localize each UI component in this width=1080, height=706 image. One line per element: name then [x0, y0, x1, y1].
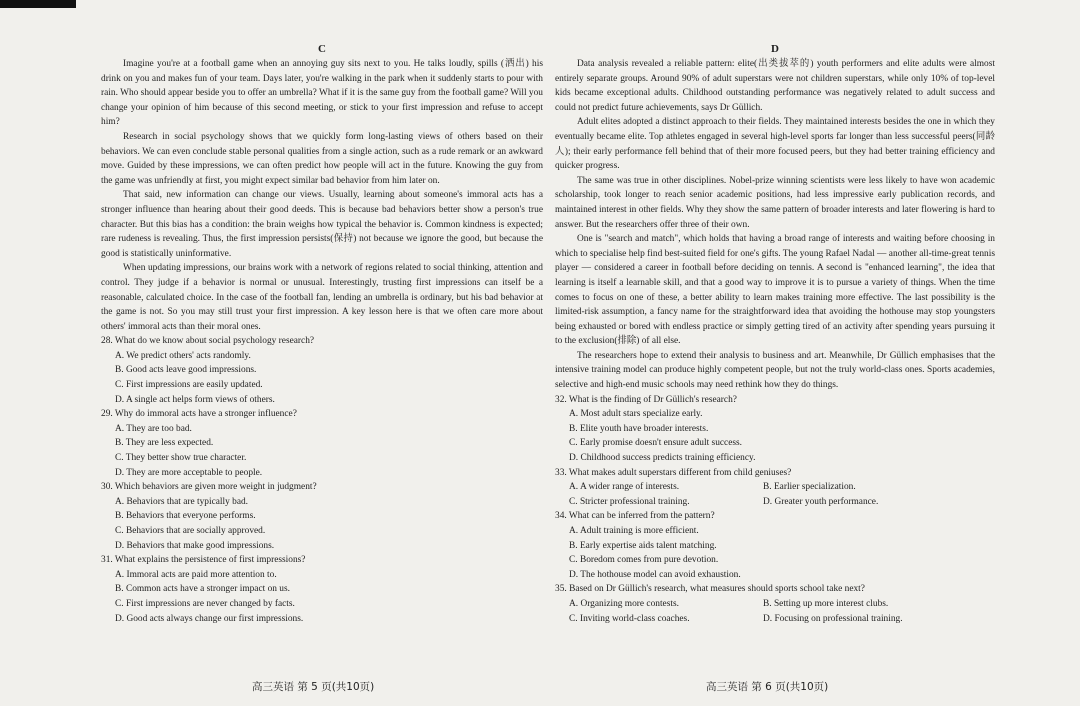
question-34: 34. What can be inferred from the pattern?	[555, 511, 715, 522]
option: D. Behaviors that make good impressions.	[115, 540, 275, 551]
option: C. Behaviors that are socially approved.	[115, 526, 266, 536]
option-row	[569, 612, 995, 627]
option: B. They are less expected.	[115, 438, 214, 449]
question-30: 30. Which behaviors are given more weight in judgment?	[101, 482, 317, 493]
option: D. Childhood success predicts training efficiency.	[569, 453, 756, 464]
option: B. Good acts leave good impressions.	[115, 365, 257, 376]
page-footer-5: 高三英语 第 5 页(共10页)	[252, 681, 375, 693]
option-row	[569, 480, 995, 495]
option: D. Greater youth performance.	[763, 496, 879, 507]
option: D. They are more acceptable to people.	[115, 467, 263, 478]
option: B. Behaviors that everyone performs.	[115, 511, 256, 522]
question-33: 33. What makes adult superstars different from child geniuses?	[555, 467, 792, 478]
page-6-column	[555, 42, 995, 626]
option: A. Organizing more contests.	[569, 598, 679, 609]
option: B. Common acts have a stronger impact on us.	[115, 584, 290, 595]
option: A. We predict others' acts randomly.	[115, 350, 251, 361]
option: A. Behaviors that are typically bad.	[115, 496, 249, 507]
scan-edge-mark	[0, 0, 76, 8]
question-29: 29. Why do immoral acts have a stronger influence?	[101, 409, 297, 420]
option: D. Good acts always change our first impressions.	[115, 613, 304, 624]
option: A. They are too bad.	[115, 423, 192, 434]
option: B. Setting up more interest clubs.	[763, 598, 889, 609]
option: C. Early promise doesn't ensure adult success.	[569, 438, 743, 449]
option: C. Inviting world-class coaches.	[569, 613, 690, 624]
option-row	[569, 495, 995, 510]
option: B. Elite youth have broader interests.	[569, 423, 709, 434]
option: A. Adult training is more efficient.	[569, 526, 699, 536]
option: A. A wider range of interests.	[569, 482, 680, 493]
question-28: 28. What do we know about social psychology research?	[101, 336, 315, 347]
passage-d-paragraph: Adult elites adopted a distinct approach to their fields. They maintained interests besides the one in which they eventually became elite. Top athletes engaged in several high-level sports far longer than less successful peers(同龄人); their early performance fell behind that of their more focused peers, but they had better training efficiency and quicker progress.	[555, 117, 995, 172]
option: D. The hothouse model can avoid exhaustion.	[569, 569, 741, 580]
question-32: 32. What is the finding of Dr Güllich's research?	[555, 394, 737, 405]
option: B. Early expertise aids talent matching.	[569, 540, 717, 551]
passage-c-paragraph: Imagine you're at a football game when an annoying guy sits next to you. He talks loudly, spills (洒出) his drink on you and makes fun of your team. Days later, you're walking in the park when it suddenly starts to pour with rain. Who should appear beside you to offer an umbrella? What if it is the same guy from the football game? Will you change your opinion of him because of this second meeting, or stick to your first impression and refuse to accept him?	[101, 59, 543, 128]
option: A. Immoral acts are paid more attention to.	[115, 569, 277, 580]
option-row	[569, 597, 995, 612]
question-31: 31. What explains the persistence of first impressions?	[101, 555, 306, 566]
option: C. First impressions are never changed by facts.	[115, 598, 295, 609]
option: D. A single act helps form views of others.	[115, 394, 275, 405]
option: D. Focusing on professional training.	[763, 613, 903, 624]
passage-c-title: C	[318, 43, 326, 55]
page-5-column	[101, 42, 543, 626]
passage-d-paragraph: The same was true in other disciplines. Nobel-prize winning scientists were less likely to have won academic scholarship, took longer to reach senior academic positions, had less impressive early publication records, and maintained interest in other fields. Why they show the same pattern of broader interests and later flowering is hard to answer. But the researchers offer three of their own.	[555, 175, 995, 230]
option: C. First impressions are easily updated.	[115, 380, 263, 391]
option: C. Stricter professional training.	[569, 496, 690, 507]
question-35: 35. Based on Dr Güllich's research, what measures should sports school take next?	[555, 584, 865, 595]
option: B. Earlier specialization.	[763, 482, 856, 493]
passage-d-paragraph: Data analysis revealed a reliable pattern: elite(出类拔萃的) youth performers and elite adults were almost entirely separate groups. Around 90% of adult superstars were not children superstars, while only 10% of top-level kids became exceptional adults. Childhood outstanding performance was negatively related to adult success and could not predict future achievements, says Dr Güllich.	[555, 59, 995, 113]
passage-c-paragraph: When updating impressions, our brains work with a network of regions related to social thinking, attention and control. They judge if a behavior is normal or unusual. Interestingly, trusting first impressions can itself be a reasonable, calculated choice. In the case of the football fan, lending an umbrella is ordinary, but his bad behavior at the game is not. So you may still trust your first impression. A key lesson here is that we often care more about others' immoral acts than their moral ones.	[101, 263, 543, 332]
option: C. Boredom comes from pure devotion.	[569, 555, 719, 566]
passage-d-paragraph: One is "search and match", which holds that having a broad range of interests and waiting before choosing in which to specialise help find best-suited field for one's gifts. The young Rafael Nadal — another all-time-great tennis player — considered a career in football before deciding on tennis. A second is "enhanced learning", the idea that learning is itself a learnable skill, and that a good way to improve it is to pursue a variety of things. When the time comes to focus on one of these, a better ability to learn makes training more effective. The last possibility is the limited-risk assumption, a fancy name for the straightforward idea that avoiding the hothouse may stop youngsters being exhausted or bored with endless practice or simply getting tired of an activity after spending years pursuing it to the exclusion(排除) of all else.	[555, 234, 995, 347]
passage-d-paragraph: The researchers hope to extend their analysis to business and art. Meanwhile, Dr Güllich emphasises that the intensive training model can produce highly competent people, but not the truly world-class ones. Sports academies, selective and high-end music schools may need rethink how they do things.	[555, 350, 995, 391]
option: C. They better show true character.	[115, 453, 247, 464]
option: A. Most adult stars specialize early.	[569, 409, 703, 420]
passage-c-paragraph: That said, new information can change our views. Usually, learning about someone's immoral acts has a stronger influence than hearing about their good deeds. This is because bad behaviors better show a person's true character. But this bias has a condition: the brain weighs how typical the behavior is. Common kindness is expected; rare rudeness is revealing. Thus, the first impression persists(保持) not because we ignore the good, but because the good is statistically uninformative.	[101, 190, 543, 259]
passage-d-title: D	[771, 43, 779, 55]
passage-c-paragraph: Research in social psychology shows that we quickly form long-lasting views of others based on their behaviors. We can even conclude stable personal qualities from a single action, such as a rude remark or an awkward move. Guided by these impressions, we can often predict how people will act in the future. Knowing the guy from the game was unfriendly at first, you might expect similar bad behavior from him later on.	[101, 131, 543, 186]
page-footer-6: 高三英语 第 6 页(共10页)	[706, 681, 829, 693]
